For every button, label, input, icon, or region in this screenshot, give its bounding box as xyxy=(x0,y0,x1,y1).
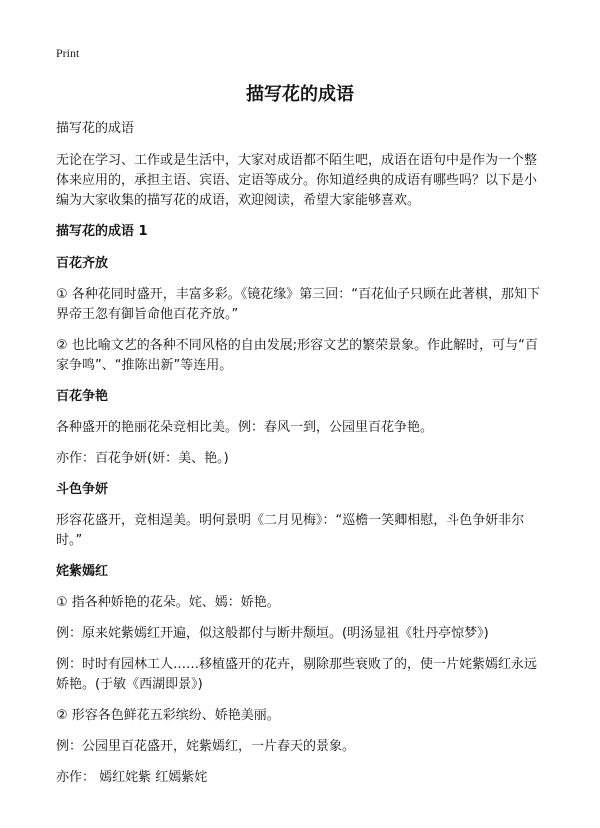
idiom-paragraph: 例：公园里百花盛开，姹紫嫣红，一片春天的景象。 xyxy=(56,739,356,754)
idiom-paragraph: ② 也比喻文艺的各种不同风格的自由发展;形容文艺的繁荣景象。作此解时，可与“百家争鸣”、“推陈出新”等连用。 xyxy=(56,338,538,373)
intro-paragraph: 无论在学习、工作或是生活中，大家对成语都不陌生吧，成语在语句中是作为一个整体来应用的，承担主语、宾语、定语等成分。你知道经典的成语有哪些吗？以下是小编为大家收集的描写花的成语，欢迎阅读，希望大家能够喜欢。 xyxy=(56,153,538,208)
idiom-paragraph: ② 形容各色鲜花五彩缤纷、娇艳美丽。 xyxy=(56,708,280,723)
idiom-heading-chazi-yanhong: 姹紫嫣红 xyxy=(56,564,109,579)
section-heading: 描写花的成语 1 xyxy=(56,224,148,239)
document-body xyxy=(56,119,548,799)
idiom-paragraph: 各种盛开的艳丽花朵竞相比美。例：春风一到，公园里百花争艳。 xyxy=(56,420,434,435)
idiom-paragraph: ① 各种花同时盛开，丰富多彩。《镜花缘》第三回：“百花仙子只顾在此著棋，那知下界帝王忽有御旨命他百花齐放。” xyxy=(56,287,541,322)
idiom-paragraph: 亦作： 嫣红姹紫 红嫣紫姹 xyxy=(56,770,208,785)
idiom-paragraph: 例：时时有园林工人……移植盛开的花卉，剔除那些衰败了的，使一片姹紫嫣红永远娇艳。(于敏《西湖即景》) xyxy=(56,657,538,692)
idiom-heading-dousezhengyan: 斗色争妍 xyxy=(56,482,109,497)
idiom-paragraph: 例：原来姹紫嫣红开遍，似这般都付与断井颓垣。(明汤显祖《牡丹亭惊梦》) xyxy=(56,626,489,641)
idiom-paragraph: ① 指各种娇艳的花朵。姹、嫣：娇艳。 xyxy=(56,595,280,610)
page-title: 描写花的成语 xyxy=(246,84,354,105)
idiom-heading-baihuaqifang: 百花齐放 xyxy=(56,256,109,271)
idiom-paragraph: 亦作：百花争妍(妍：美、艳。) xyxy=(56,451,229,466)
document-subtitle: 描写花的成语 xyxy=(56,121,135,136)
print-label: Print xyxy=(56,46,80,60)
idiom-heading-baihuazhengyan: 百花争艳 xyxy=(56,389,109,404)
idiom-paragraph: 形容花盛开，竞相逞美。明何景明《二月见梅》：“巡檐一笑卿相慰，斗色争妍非尔时。” xyxy=(56,513,525,548)
